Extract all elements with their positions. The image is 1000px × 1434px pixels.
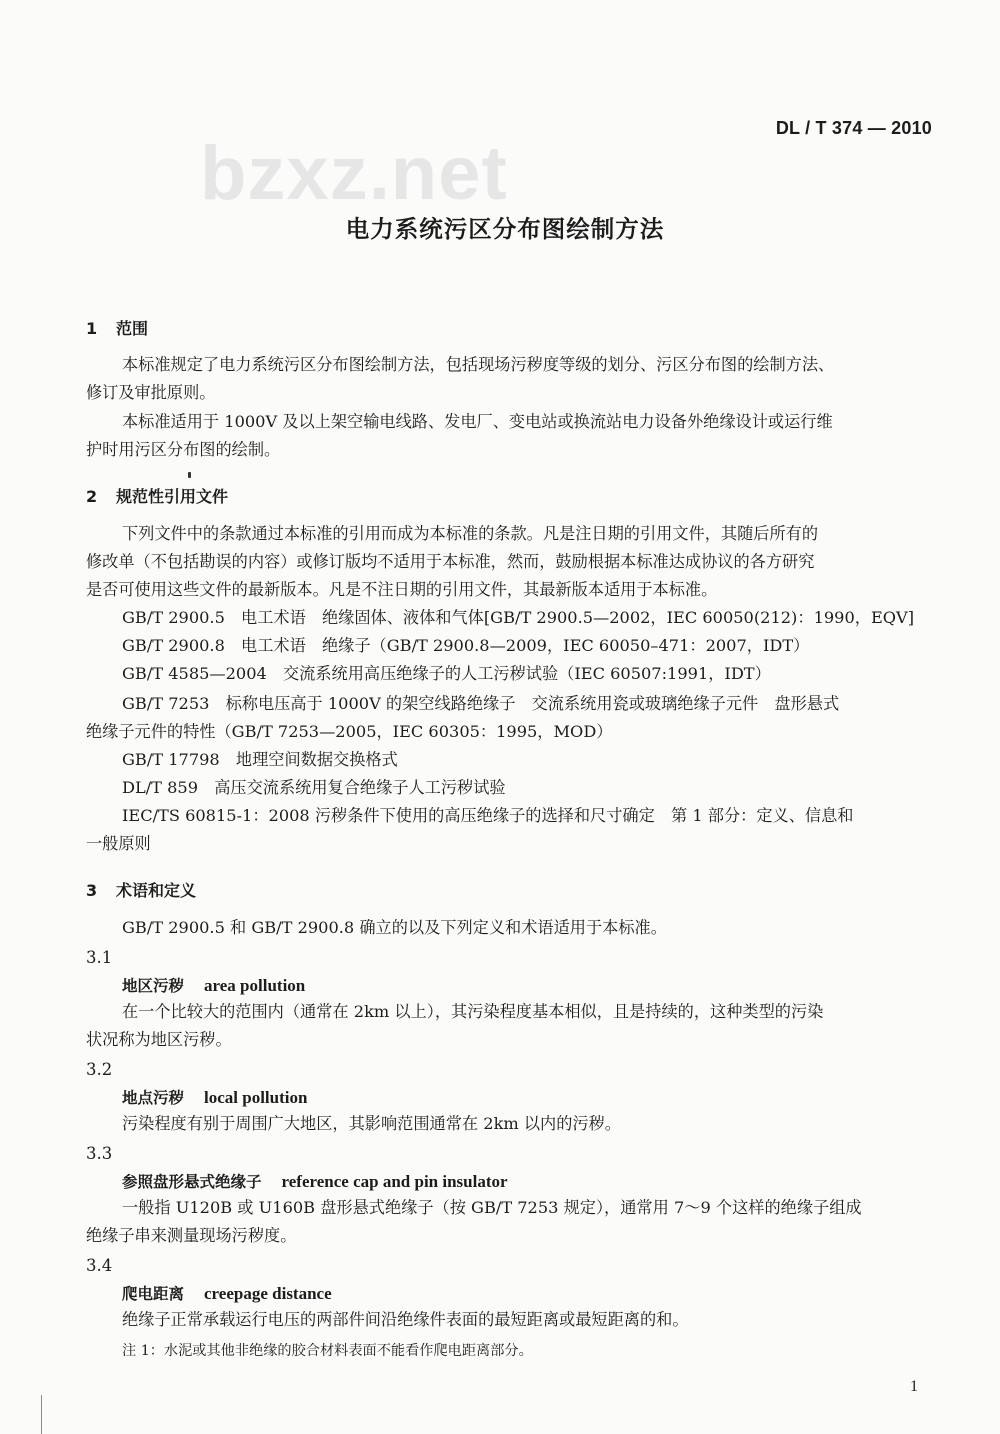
sec1-para2-line2: 护时用污区分布图的绘制。: [86, 440, 281, 459]
term-definition-line2: 状况称为地区污秽。: [86, 1030, 232, 1049]
reference-item: IEC/TS 60815-1：2008 污秽条件下使用的高压绝缘子的选择和尺寸确定 第 1 部分：定义、信息和: [122, 806, 854, 825]
term-english: reference cap and pin insulator: [281, 1172, 508, 1191]
reference-item: GB/T 4585—2004 交流系统用高压绝缘子的人工污秽试验（IEC 60507:1991，IDT）: [122, 664, 771, 683]
term-chinese: 地点污秽: [122, 1089, 185, 1107]
section-number: 2: [86, 487, 98, 506]
scan-edge-line: [41, 1395, 42, 1434]
subsection-number: 3.3: [86, 1144, 113, 1163]
reference-item-continued: 绝缘子元件的特性（GB/T 7253—2005，IEC 60305：1995，MOD）: [86, 722, 613, 741]
term-english: local pollution: [204, 1088, 308, 1107]
scan-speck: [188, 472, 191, 478]
sec2-para-line3: 是否可使用这些文件的最新版本。凡是不注日期的引用文件，其最新版本适用于本标准。: [86, 580, 718, 599]
term-definition-line1: 污染程度有别于周围广大地区，其影响范围通常在 2km 以内的污秽。: [122, 1114, 621, 1133]
reference-item: GB/T 17798 地理空间数据交换格式: [122, 750, 398, 769]
section-title: 范围: [116, 319, 149, 338]
reference-item: GB/T 2900.5 电工术语 绝缘固体、液体和气体[GB/T 2900.5—2002，IEC 60050(212)：1990，EQV]: [122, 608, 915, 627]
standard-code: DL / T 374 — 2010: [775, 118, 932, 138]
reference-item: GB/T 2900.8 电工术语 绝缘子（GB/T 2900.8—2009，IEC 60050–471：2007，IDT）: [122, 636, 810, 655]
section-2-heading: [86, 484, 228, 507]
subsection-number: 3.1: [86, 948, 113, 967]
section-number: 3: [86, 881, 98, 900]
section-title: 规范性引用文件: [116, 487, 229, 506]
term-heading: [122, 974, 305, 996]
sec2-para-line2: 修改单（不包括勘误的内容）或修订版均不适用于本标准，然而，鼓励根据本标准达成协议的各方研究: [86, 552, 815, 571]
term-definition-line1: 在一个比较大的范围内（通常在 2km 以上），其污染程度基本相似，且是持续的，这种类型的污染: [122, 1002, 824, 1021]
term-english: area pollution: [204, 976, 306, 995]
sec1-para2-line1: 本标准适用于 1000V 及以上架空输电线路、发电厂、变电站或换流站电力设备外绝缘设计或运行维: [122, 412, 833, 431]
reference-item: DL/T 859 高压交流系统用复合绝缘子人工污秽试验: [122, 778, 506, 797]
term-heading: [122, 1086, 307, 1108]
section-1-heading: [86, 316, 148, 339]
sec3-intro: GB/T 2900.5 和 GB/T 2900.8 确立的以及下列定义和术语适用于本标准。: [122, 918, 667, 937]
sec1-para1-line2: 修订及审批原则。: [86, 383, 216, 402]
term-definition-line1: 绝缘子正常承载运行电压的两部件间沿绝缘件表面的最短距离或最短距离的和。: [122, 1310, 689, 1329]
term-english: creepage distance: [204, 1284, 332, 1303]
term-heading: [122, 1282, 332, 1304]
sec2-para-line1: 下列文件中的条款通过本标准的引用而成为本标准的条款。凡是注日期的引用文件，其随后所有的: [122, 524, 819, 543]
subsection-number: 3.2: [86, 1060, 113, 1079]
term-chinese: 地区污秽: [122, 977, 185, 995]
reference-item-continued: 一般原则: [86, 834, 151, 853]
page-number: 1: [910, 1378, 918, 1395]
document-title: 电力系统污区分布图绘制方法: [345, 215, 665, 243]
subsection-number: 3.4: [86, 1256, 113, 1275]
section-number: 1: [86, 319, 98, 338]
term-chinese: 参照盘形悬式绝缘子: [122, 1173, 262, 1191]
term-heading: [122, 1170, 508, 1192]
watermark: bzxz.net: [200, 131, 508, 216]
sec1-para1-line1: 本标准规定了电力系统污区分布图绘制方法，包括现场污秽度等级的划分、污区分布图的绘制方法、: [122, 355, 835, 374]
reference-item: GB/T 7253 标称电压高于 1000V 的架空线路绝缘子 交流系统用瓷或玻璃绝缘子元件 盘形悬式: [122, 694, 840, 713]
section-title: 术语和定义: [116, 881, 197, 900]
section-3-heading: [86, 878, 196, 901]
term-definition-line2: 绝缘子串来测量现场污秽度。: [86, 1226, 297, 1245]
term-chinese: 爬电距离: [122, 1285, 185, 1303]
note: 注 1：水泥或其他非绝缘的胶合材料表面不能看作爬电距离部分。: [122, 1343, 533, 1359]
term-definition-line1: 一般指 U120B 或 U160B 盘形悬式绝缘子（按 GB/T 7253 规定），通常用 7～9 个这样的绝缘子组成: [122, 1198, 862, 1217]
